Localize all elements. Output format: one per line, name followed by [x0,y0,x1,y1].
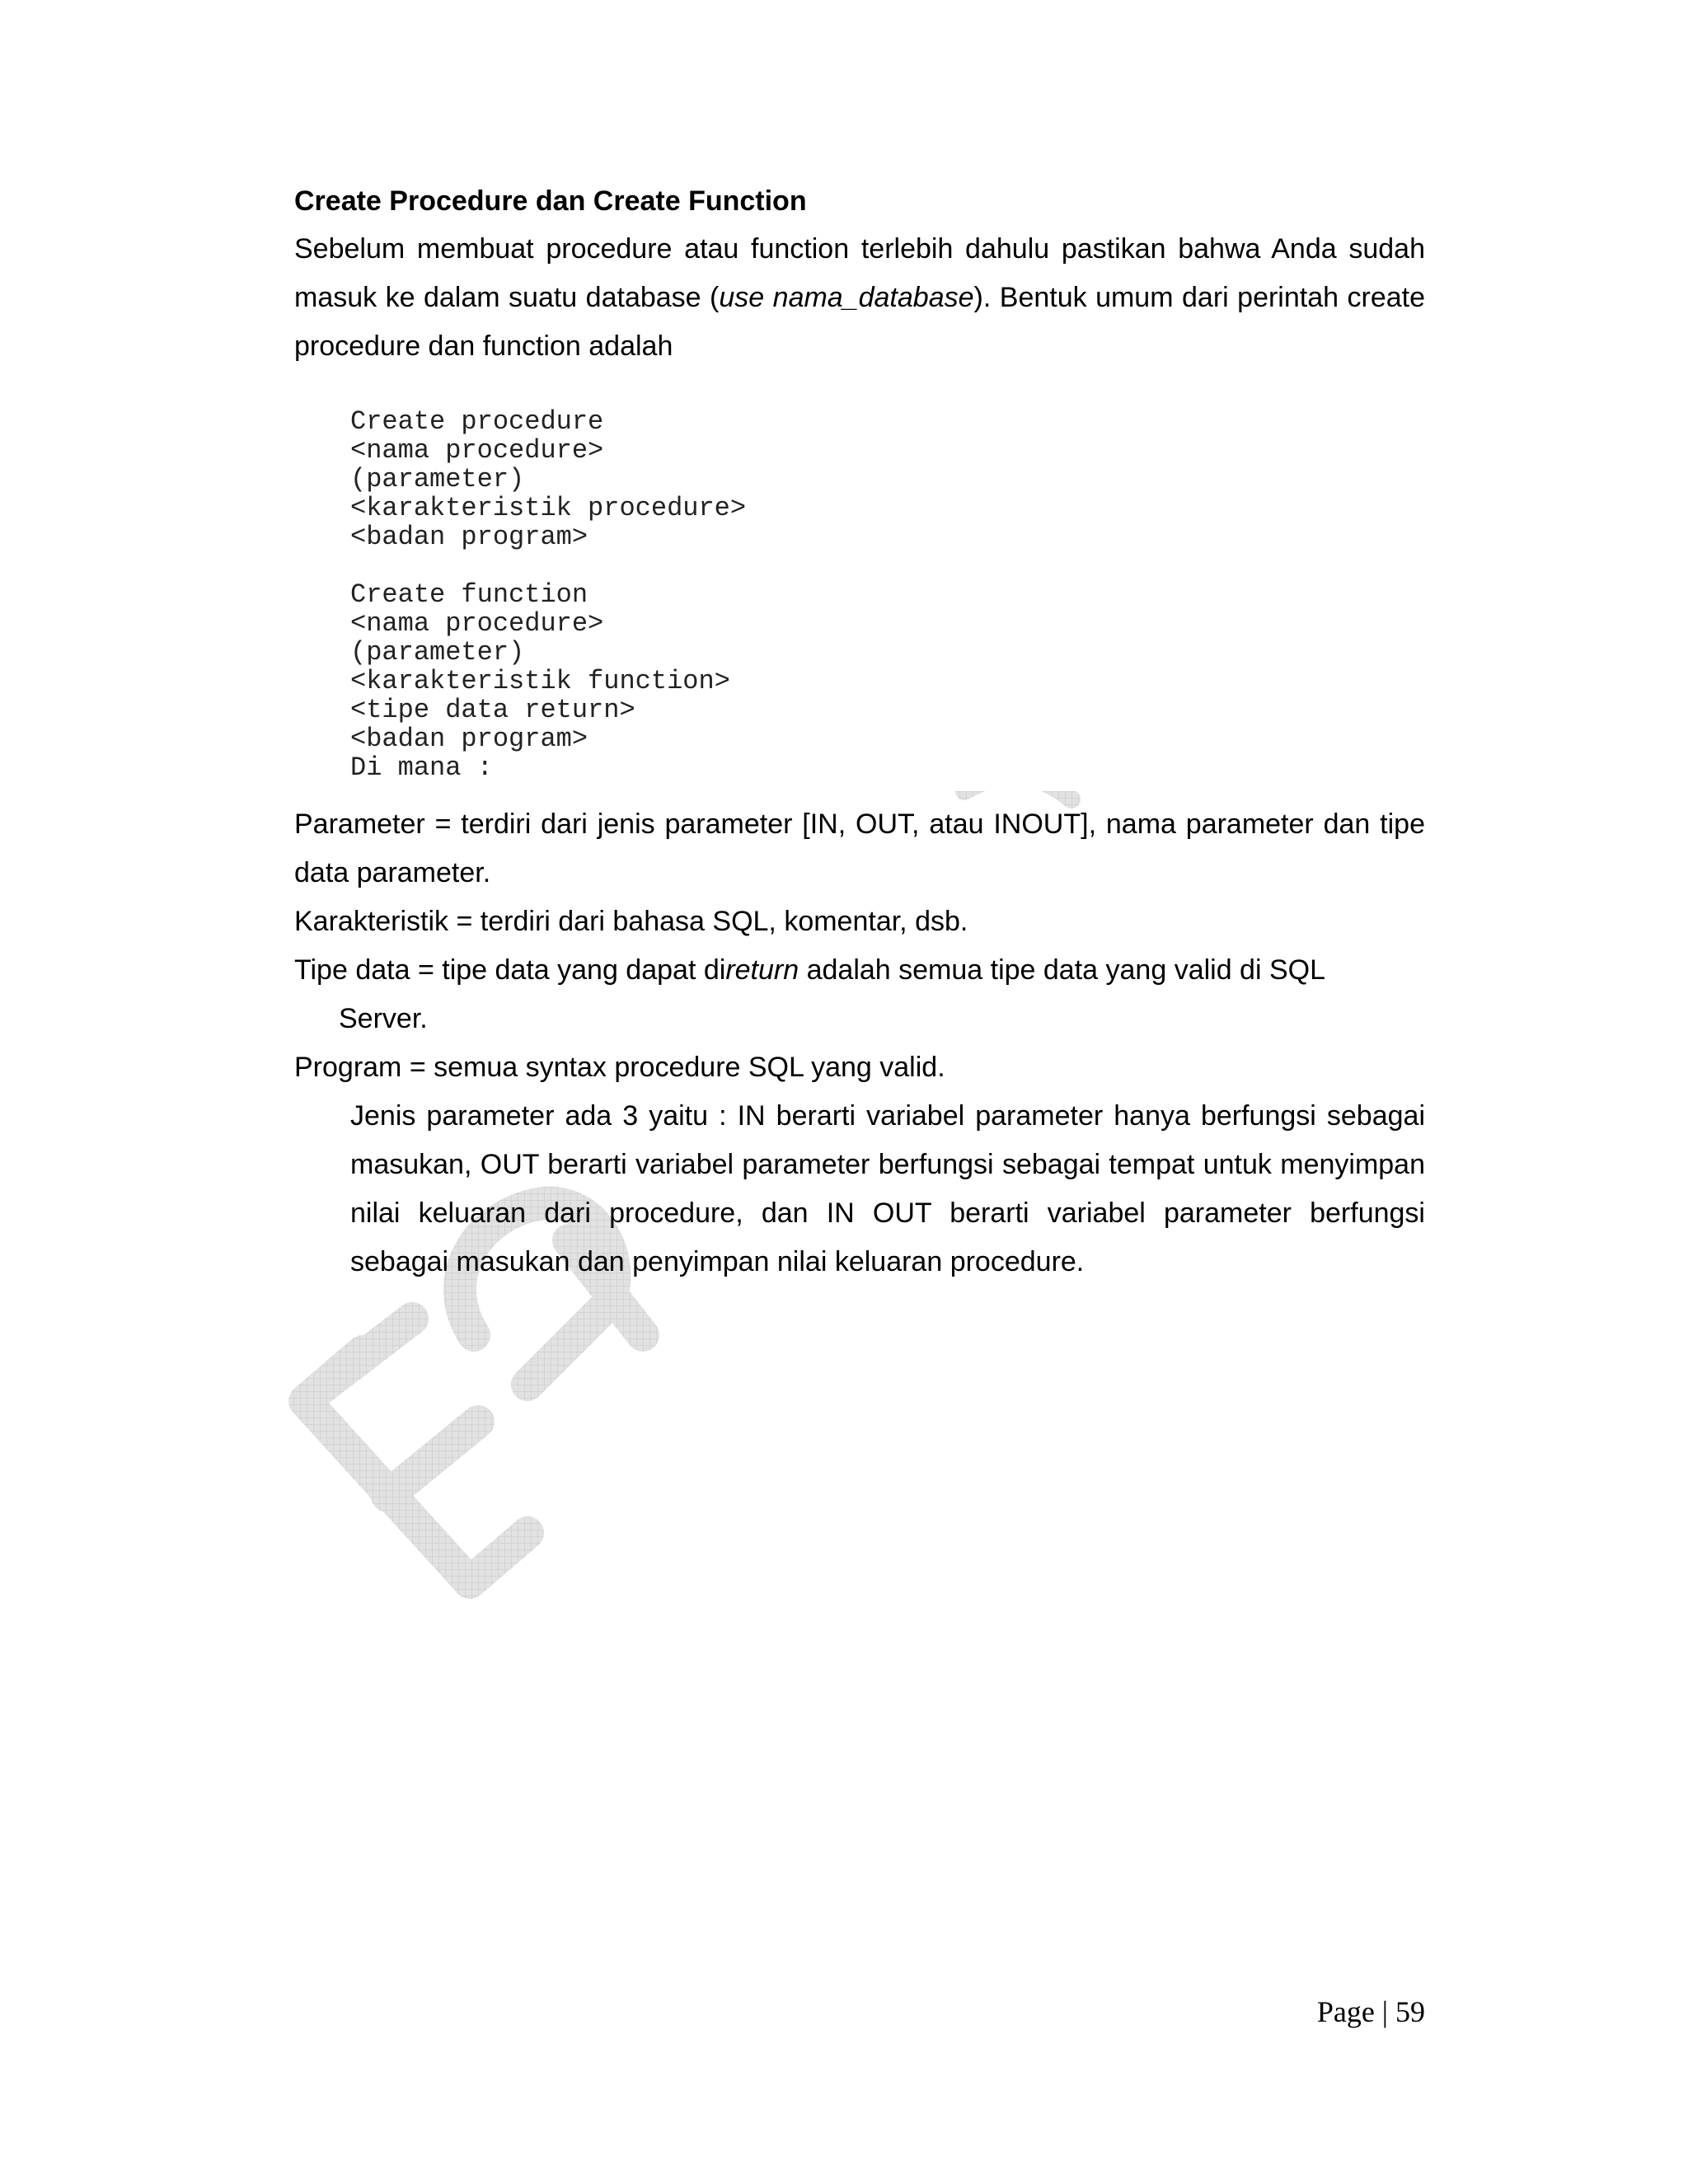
code-line: <badan program> [350,724,588,754]
definition-karakteristik: Karakteristik = terdiri dari bahasa SQL, komentar, dsb. [294,906,968,937]
definitions-list [294,800,1425,1286]
code-line: (parameter) [350,464,525,494]
code-line: <karakteristik function> [350,666,730,696]
code-block-function [350,580,1425,782]
intro-italic: use nama_database [719,282,974,313]
page-number: Page | 59 [1316,1995,1425,2028]
code-line: (parameter) [350,637,525,668]
code-line: <nama procedure> [350,608,604,639]
code-syntax [350,407,1425,782]
code-line: Create function [350,579,588,610]
definition-tipe-data-continuation: Server. [339,1003,428,1034]
parameter-types-note: Jenis parameter ada 3 yaitu : IN berarti variabel parameter hanya berfungsi sebagai masukan, OUT berarti variabel parameter berfungsi sebagai tempat untuk menyimpan nilai keluaran dari procedure, dan IN OUT berarti variabel parameter berfungsi sebagai masukan dan penyimpan nilai keluaran procedure. [350,1100,1425,1277]
tipe-data-italic: return [725,954,799,986]
section-heading: Create Procedure dan Create Function [294,185,807,217]
definition-parameter: Parameter = terdiri dari jenis parameter [IN, OUT, atau INOUT], nama parameter dan tipe data parameter. [294,808,1425,888]
code-block-procedure [350,407,1425,551]
code-line: <nama procedure> [350,435,604,466]
code-line: <badan program> [350,522,588,552]
main-content [294,177,1425,1315]
code-line: Di mana : [350,752,493,783]
definition-tipe-data: Tipe data = tipe data yang dapat direturn adalah semua tipe data yang valid di SQL [294,954,1326,986]
definition-program: Program = semua syntax procedure SQL yang valid. [294,1052,945,1083]
code-line: <karakteristik procedure> [350,493,747,523]
code-line: <tipe data return> [350,695,635,725]
code-line: Create procedure [350,406,604,437]
intro-paragraph: Sebelum membuat procedure atau function terlebih dahulu pastikan bahwa Anda sudah masuk ke dalam suatu database (use nama_database). Bentuk umum dari perintah create procedure dan function adalah [294,233,1425,362]
